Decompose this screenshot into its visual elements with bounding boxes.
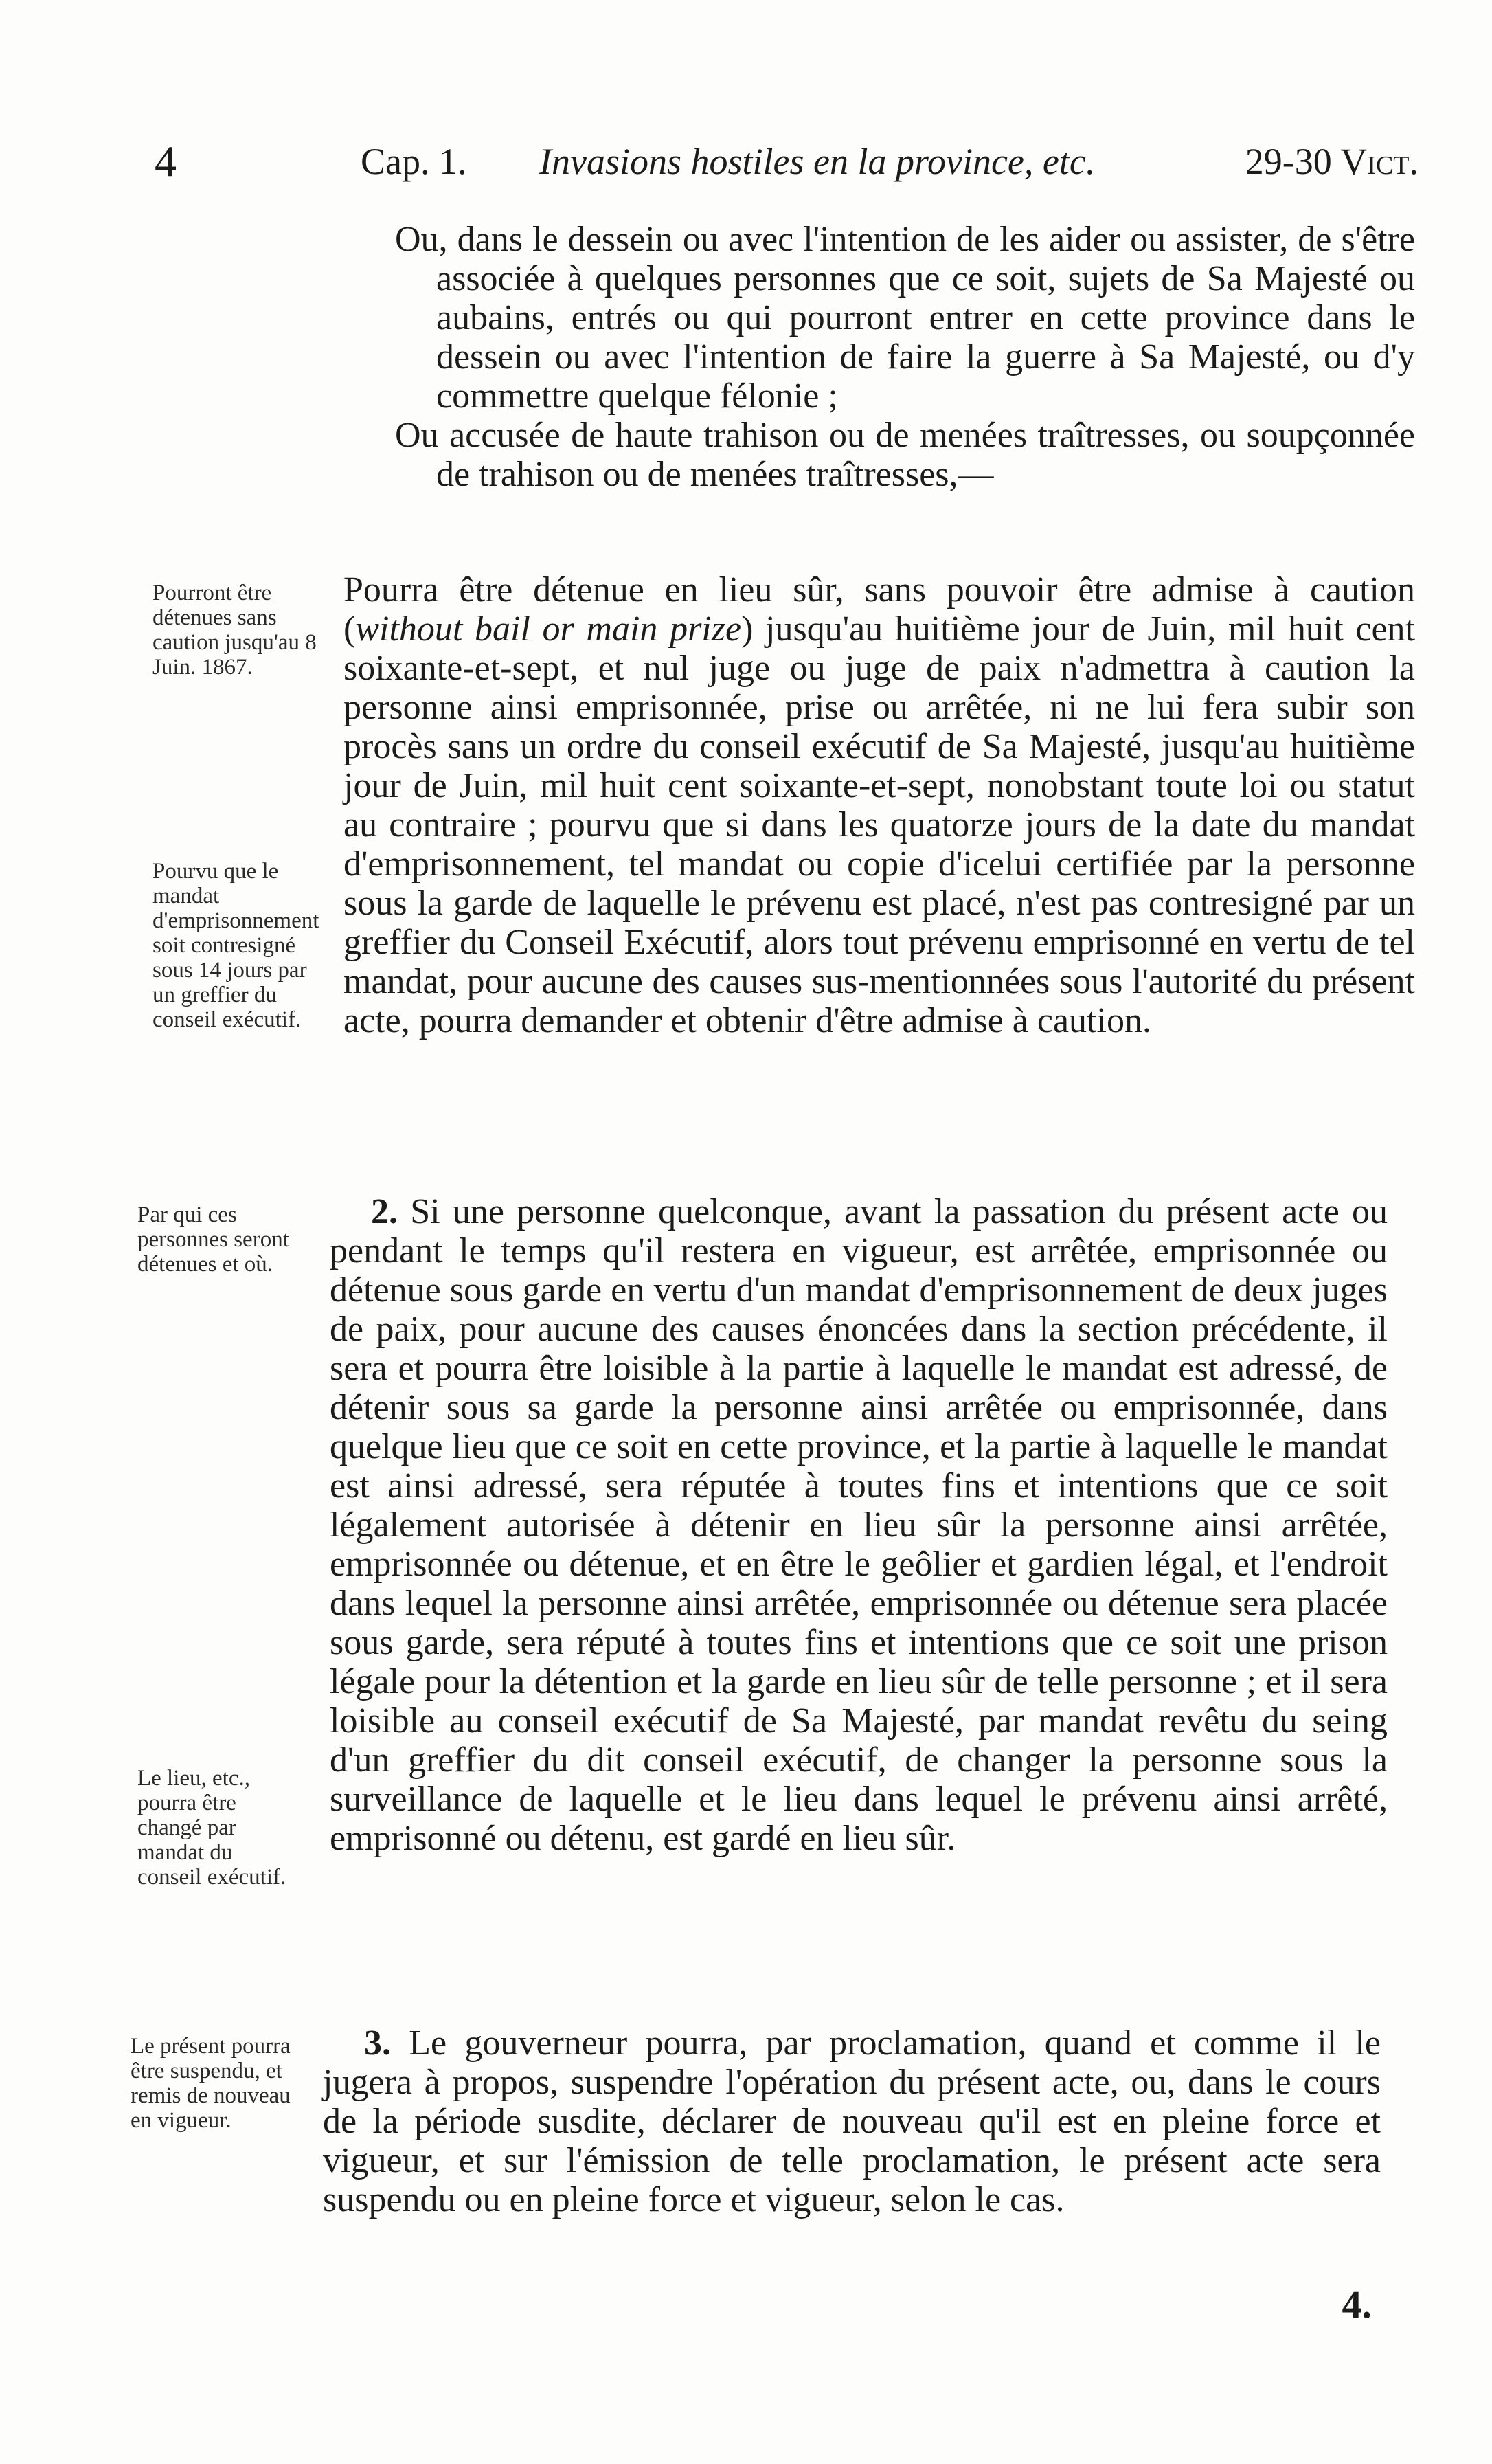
section-3 <box>323 2024 1381 2219</box>
opening-paragraph-1: Ou, dans le dessein ou avec l'intention de les aider ou assister, de s'être associée à quelques personnes que ce soit, sujets de Sa Majesté ou aubains, entrés ou qui pourront entrer en cette province dans le dessein ou avec l'intention de faire la guerre à Sa Majesté, ou d'y commettre quelque félonie ; <box>395 220 1415 416</box>
margin-note-change-place: Le lieu, etc., pourra être changé par mandat du conseil exécutif. <box>137 1766 286 1890</box>
margin-note-suspension: Le présent pourra être suspendu, et remis de nouveau en vigueur. <box>131 2034 291 2133</box>
page-header <box>155 131 1418 192</box>
opening-clauses <box>395 220 1415 494</box>
section-2 <box>330 1192 1388 1858</box>
section-1 <box>343 570 1415 1040</box>
section-3-body: Le gouverneur pourra, par proclamation, quand et comme il le jugera à propos, suspendre l'opération du présent acte, ou, dans le cours de la période susdite, déclarer de nouveau qu'il est en pleine force et vigueur, et sur l'émission de telle proclamation, le présent acte sera suspendu ou en pleine force et vigueur, selon le cas. <box>323 2024 1381 2219</box>
chapter-label: Cap. 1. <box>361 141 467 182</box>
margin-note-custody: Par qui ces personnes seront détenues et où. <box>137 1202 289 1277</box>
section-1-text <box>343 570 1415 1040</box>
running-title: Invasions hostiles en la province, etc. <box>539 141 1096 182</box>
section-2-text <box>330 1192 1388 1858</box>
section-2-body: Si une personne quelconque, avant la passation du présent acte ou pendant le temps qu'il restera en vigueur, est arrêtée, emprisonnée ou détenue sous garde en vertu d'un mandat d'emprisonnement de deux juges de paix, pour aucune des causes énoncées dans la section précédente, il sera et pourra être loisible à la partie à laquelle le mandat est adressé, de détenir sous sa garde la personne ainsi arrêtée ou emprisonnée, dans quelque lieu que ce soit en cette province, et la partie à laquelle le mandat est ainsi adressé, sera réputée à toutes fins et intentions que ce soit légalement autorisée à détenir en lieu sûr la personne ainsi arrêtée, emprisonnée ou détenue, et en être le geôlier et gardien légal, et l'endroit dans lequel la personne ainsi arrêtée, emprisonnée ou détenue sera placée sous garde, sera réputé à toutes fins et intentions que ce soit une prison légale pour la détention et la garde en lieu sûr de telle personne ; et il sera loisible au conseil exécutif de Sa Majesté, par mandat revêtu du seing d'un greffier du dit conseil exécutif, de changer la personne sous la surveillance de laquelle et le lieu dans lequel le prévenu ainsi arrêté, emprisonné ou détenu, est gardé en lieu sûr. <box>330 1192 1388 1858</box>
section-1-text-rest: ) jusqu'au huitième jour de Juin, mil huit cent soixante-et-sept, et nul juge ou juge de paix n'admettra à caution la personne ainsi emprisonnée, prise ou arrêtée, ni ne lui fera subir son procès sans un ordre du conseil exécutif de Sa Majesté, jusqu'au huitième jour de Juin, mil huit cent soixante-et-sept, nonobstant toute loi ou statut au contraire ; pourvu que si dans les quatorze jours de la date du mandat d'emprisonnement, tel mandat ou copie d'icelui certifiée par la personne sous la garde de laquelle le prévenu est placé, n'est pas contresigné par un greffier du Conseil Exécutif, alors tout prévenu emprisonné en vertu de tel mandat, pour aucune des causes sus-mentionnées sous l'autorité du présent acte, pourra demander et obtenir d'être admise à caution. <box>343 609 1415 1040</box>
catchword: 4. <box>1342 2282 1372 2327</box>
section-1-latin-phrase: without bail or main prize <box>355 609 742 649</box>
section-1-text-start: Pourra être détenue en lieu sûr, sans pouvoir être admise à caution ( <box>343 570 1415 649</box>
margin-note-detention: Pourront être détenues sans caution jusqu'au 8 Juin. 1867. <box>152 581 317 680</box>
regnal-year: 29-30 Vict. <box>1245 141 1418 182</box>
section-2-number: 2. <box>371 1192 398 1231</box>
section-3-number: 3. <box>364 2024 391 2063</box>
opening-paragraph-2: Ou accusée de haute trahison ou de menées traîtresses, ou soupçonnée de trahison ou de menées traîtresses,— <box>395 416 1415 494</box>
page-number: 4 <box>155 137 177 186</box>
margin-note-warrant: Pourvu que le mandat d'emprisonnement soit contresigné sous 14 jours par un greffier du conseil exécutif. <box>152 859 319 1032</box>
section-3-text <box>323 2024 1381 2219</box>
